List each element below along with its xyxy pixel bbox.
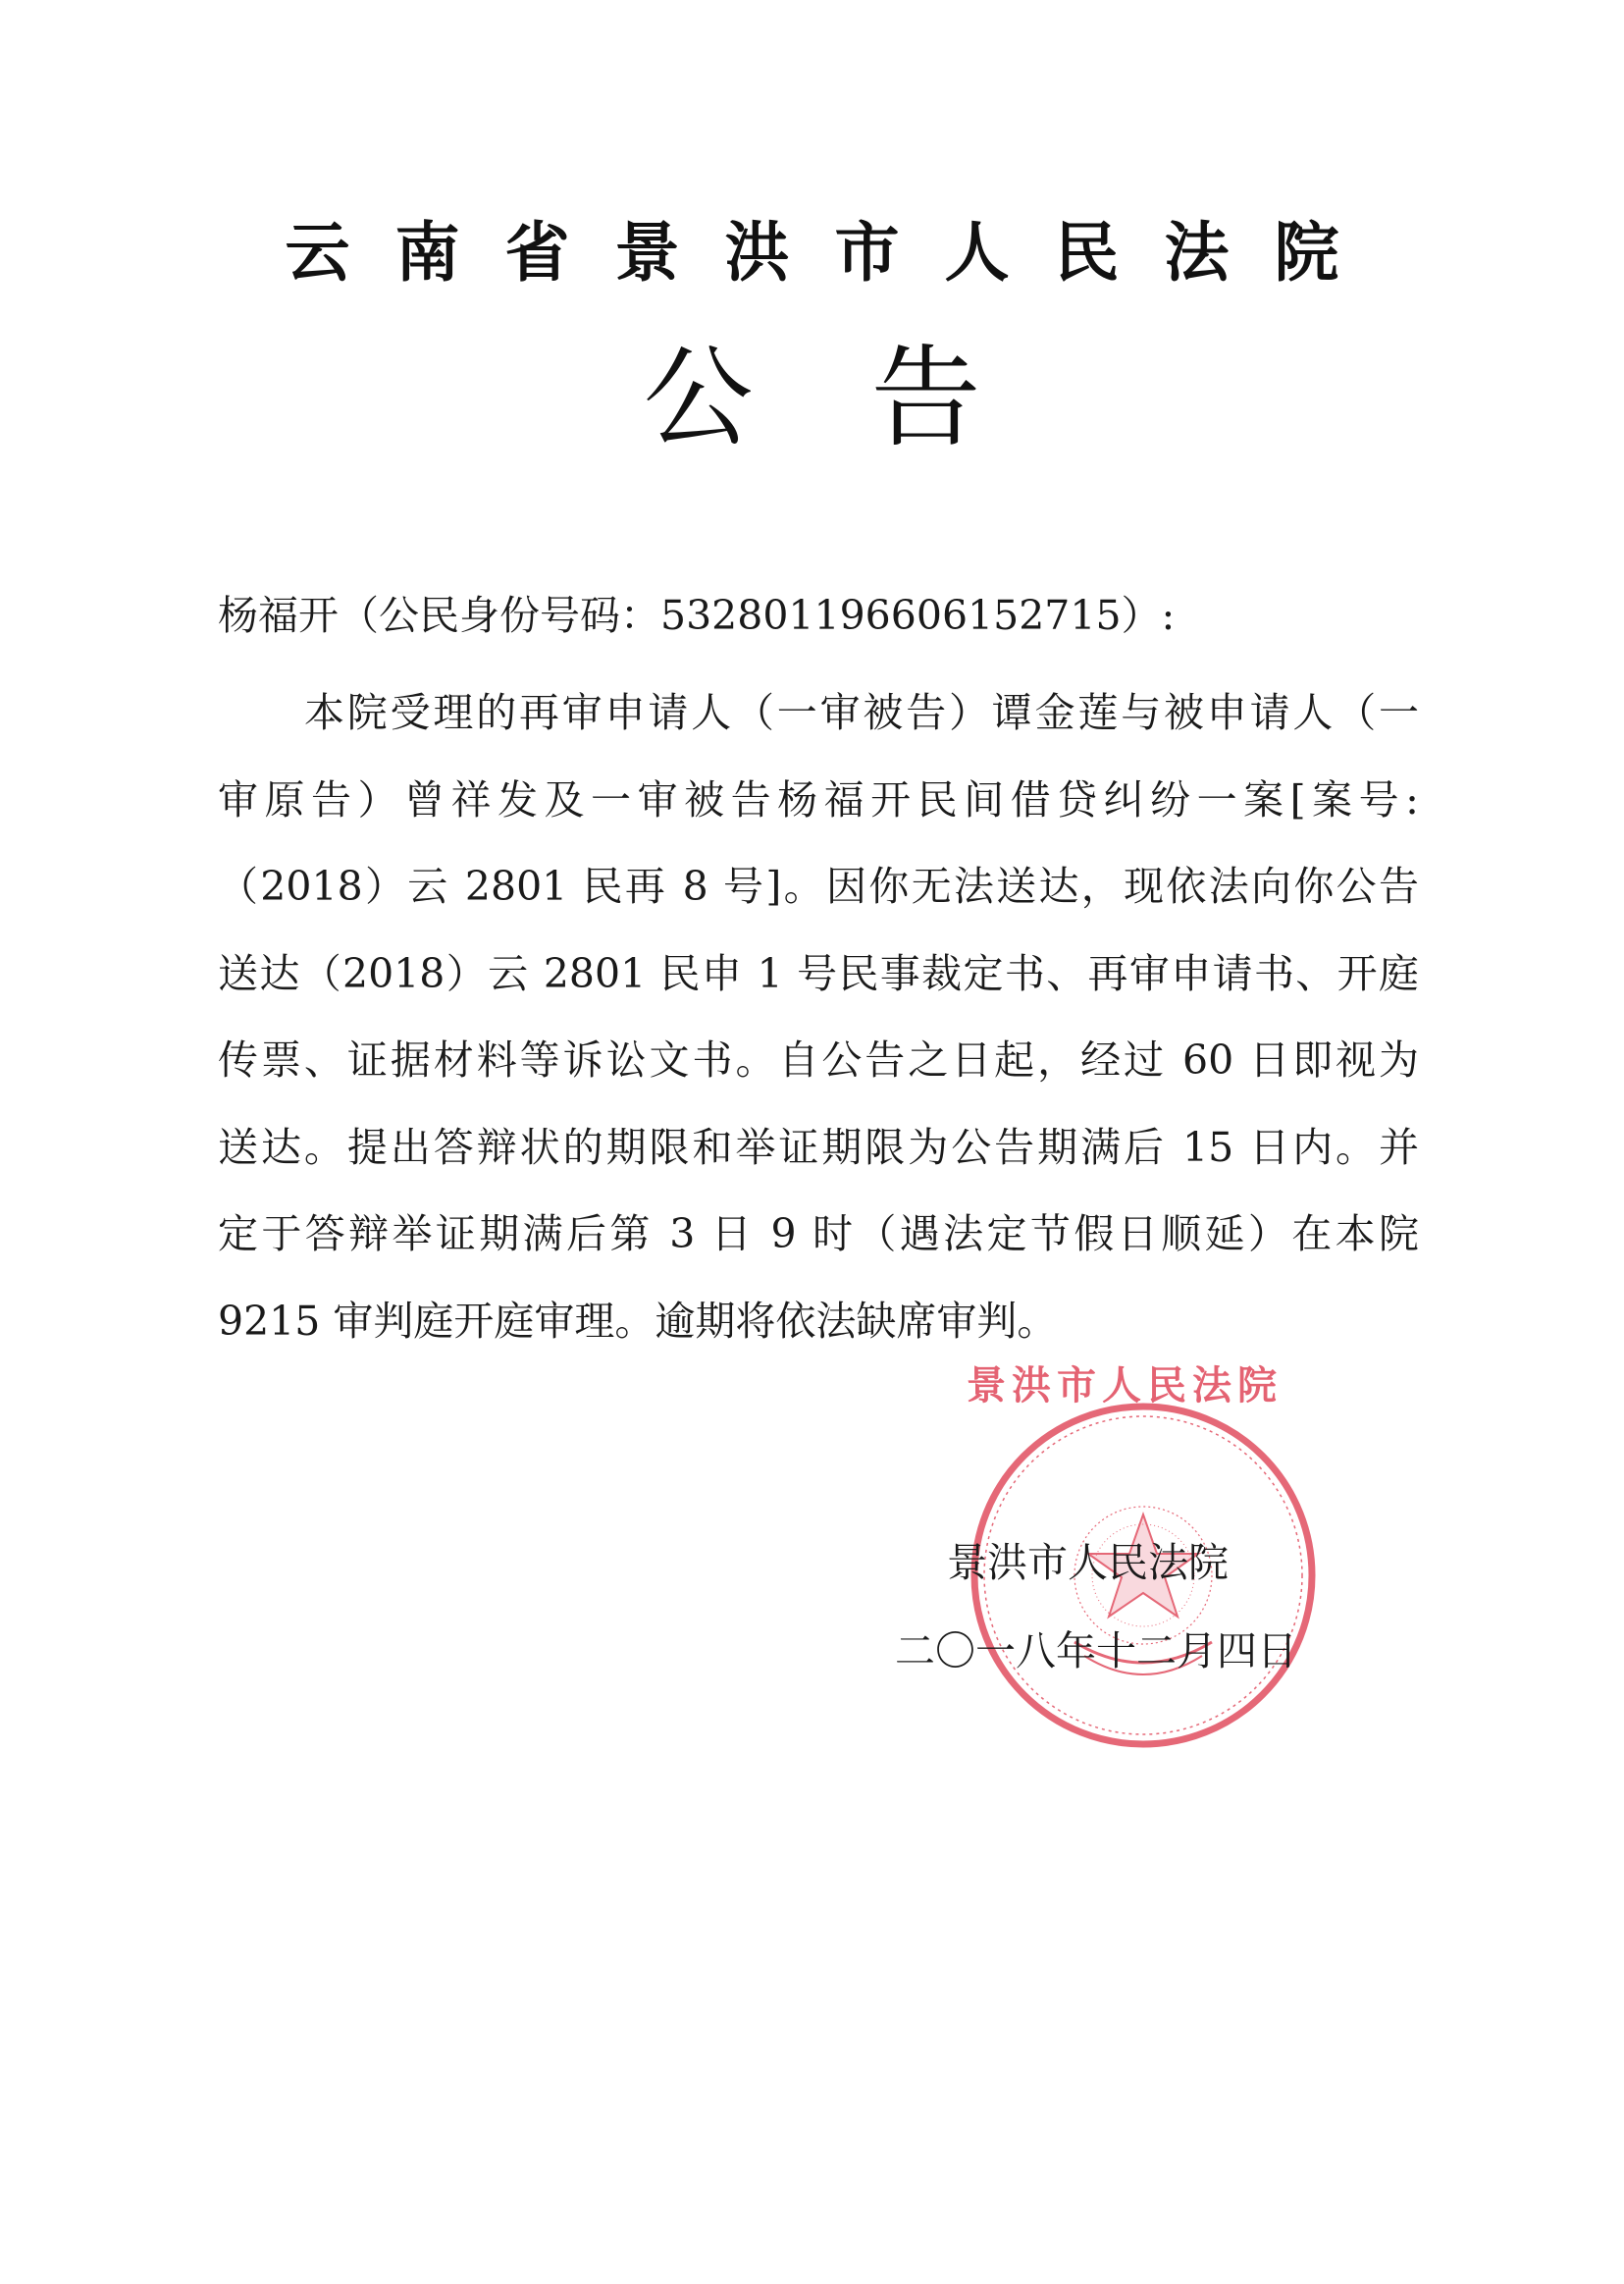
seal-text: 景洪市人民法院 xyxy=(967,1362,1283,1408)
body-line: 传票、证据材料等诉讼文书。自公告之日起，经过 60 日即视为 xyxy=(218,1036,1419,1084)
court-name-heading: 云南省景洪市人民法院 xyxy=(285,214,1385,291)
body-line: 审原告）曾祥发及一审被告杨福开民间借贷纠纷一案[案号: xyxy=(218,775,1419,823)
body-line: 送达。提出答辩状的期限和举证期限为公告期满后 15 日内。并 xyxy=(218,1123,1419,1171)
body-line: 送达（2018）云 2801 民申 1 号民事裁定书、再审申请书、开庭 xyxy=(218,949,1419,997)
body-line: 定于答辩举证期满后第 3 日 9 时（遇法定节假日顺延）在本院 xyxy=(218,1210,1419,1257)
issue-date: 二〇一八年十二月四日 xyxy=(895,1627,1297,1674)
body-line: （2018）云 2801 民再 8 号]。因你无法送达，现依法向你公告 xyxy=(218,863,1419,910)
notice-title: 公告 xyxy=(643,335,1099,462)
issuer-signature: 景洪市人民法院 xyxy=(947,1539,1229,1586)
addressee-line: 杨福开（公民身份号码：532801196606152715）: xyxy=(218,592,1176,639)
body-line: 9215 审判庭开庭审理。逾期将依法缺席审判。 xyxy=(218,1297,1058,1345)
body-line: 本院受理的再审申请人（一审被告）谭金莲与被申请人（一 xyxy=(304,689,1419,736)
notice-body xyxy=(218,669,1419,1364)
